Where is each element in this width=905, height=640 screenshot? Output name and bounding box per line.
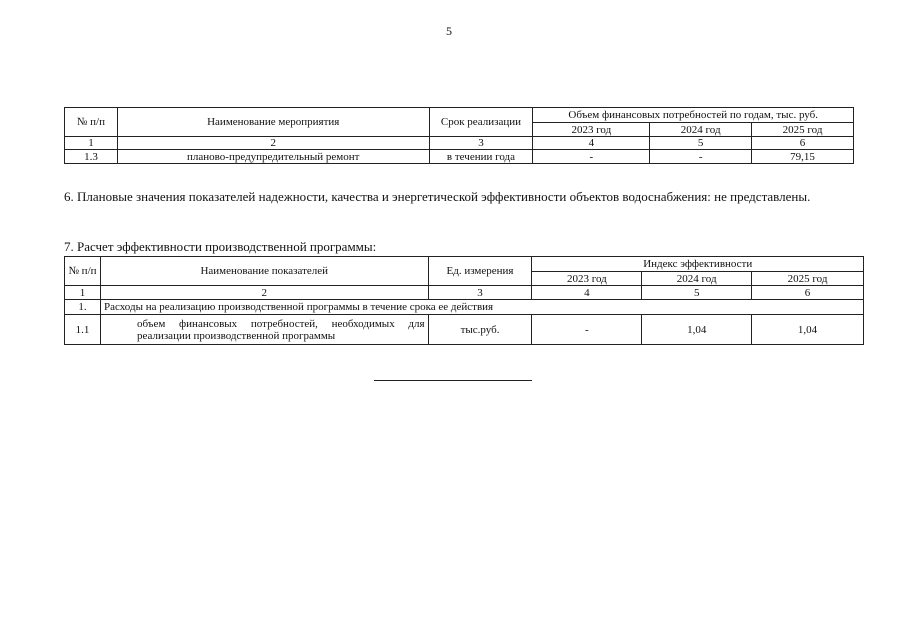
header-2023: 2023 год (533, 123, 650, 137)
index-cell: 1 (65, 137, 118, 150)
group-num: 1. (65, 300, 101, 315)
page-number: 5 (446, 24, 452, 38)
row-term: в течении года (429, 150, 533, 164)
header-index: Индекс эффективности (532, 257, 864, 272)
header-2025: 2025 год (752, 272, 864, 286)
header-name: Наименование мероприятия (117, 108, 429, 137)
row-2025: 1,04 (752, 315, 864, 345)
index-cell: 5 (650, 137, 752, 150)
header-volume: Объем финансовых потребностей по годам, тыс. руб. (533, 108, 854, 123)
index-cell: 4 (532, 286, 642, 300)
header-num: № п/п (65, 257, 101, 286)
index-cell: 6 (752, 137, 854, 150)
index-cell: 2 (117, 137, 429, 150)
section-6-text: 6. Плановые значения показателей надежности, качества и энергетической эффективности объектов водоснабжения: не представлены. (64, 189, 811, 204)
header-name: Наименование показателей (100, 257, 428, 286)
index-row (65, 286, 864, 300)
section-7-heading: 7. Расчет эффективности производственной программы: (64, 239, 377, 254)
index-row (65, 137, 854, 150)
header-num: № п/п (65, 108, 118, 137)
table-row (65, 315, 864, 345)
header-unit: Ед. измерения (428, 257, 532, 286)
index-cell: 6 (752, 286, 864, 300)
header-term: Срок реализации (429, 108, 533, 137)
group-text: Расходы на реализацию производственной программы в течение срока ее действия (100, 300, 863, 315)
index-cell: 1 (65, 286, 101, 300)
group-row (65, 300, 864, 315)
row-num: 1.1 (65, 315, 101, 345)
index-cell: 3 (429, 137, 533, 150)
row-2023: - (532, 315, 642, 345)
signature-line (374, 380, 532, 381)
row-2023: - (533, 150, 650, 164)
row-2025: 79,15 (752, 150, 854, 164)
efficiency-table (64, 256, 864, 345)
header-2023: 2023 год (532, 272, 642, 286)
index-cell: 4 (533, 137, 650, 150)
index-cell: 5 (642, 286, 752, 300)
index-cell: 2 (100, 286, 428, 300)
row-name: объем финансовых потребностей, необходимых для реализации производственной программы (100, 315, 428, 345)
row-unit: тыс.руб. (428, 315, 532, 345)
header-2024: 2024 год (642, 272, 752, 286)
header-2025: 2025 год (752, 123, 854, 137)
row-2024: 1,04 (642, 315, 752, 345)
row-num: 1.3 (65, 150, 118, 164)
row-name: планово-предупредительный ремонт (117, 150, 429, 164)
header-2024: 2024 год (650, 123, 752, 137)
table-row (65, 150, 854, 164)
index-cell: 3 (428, 286, 532, 300)
financial-needs-table (64, 107, 854, 164)
row-2024: - (650, 150, 752, 164)
